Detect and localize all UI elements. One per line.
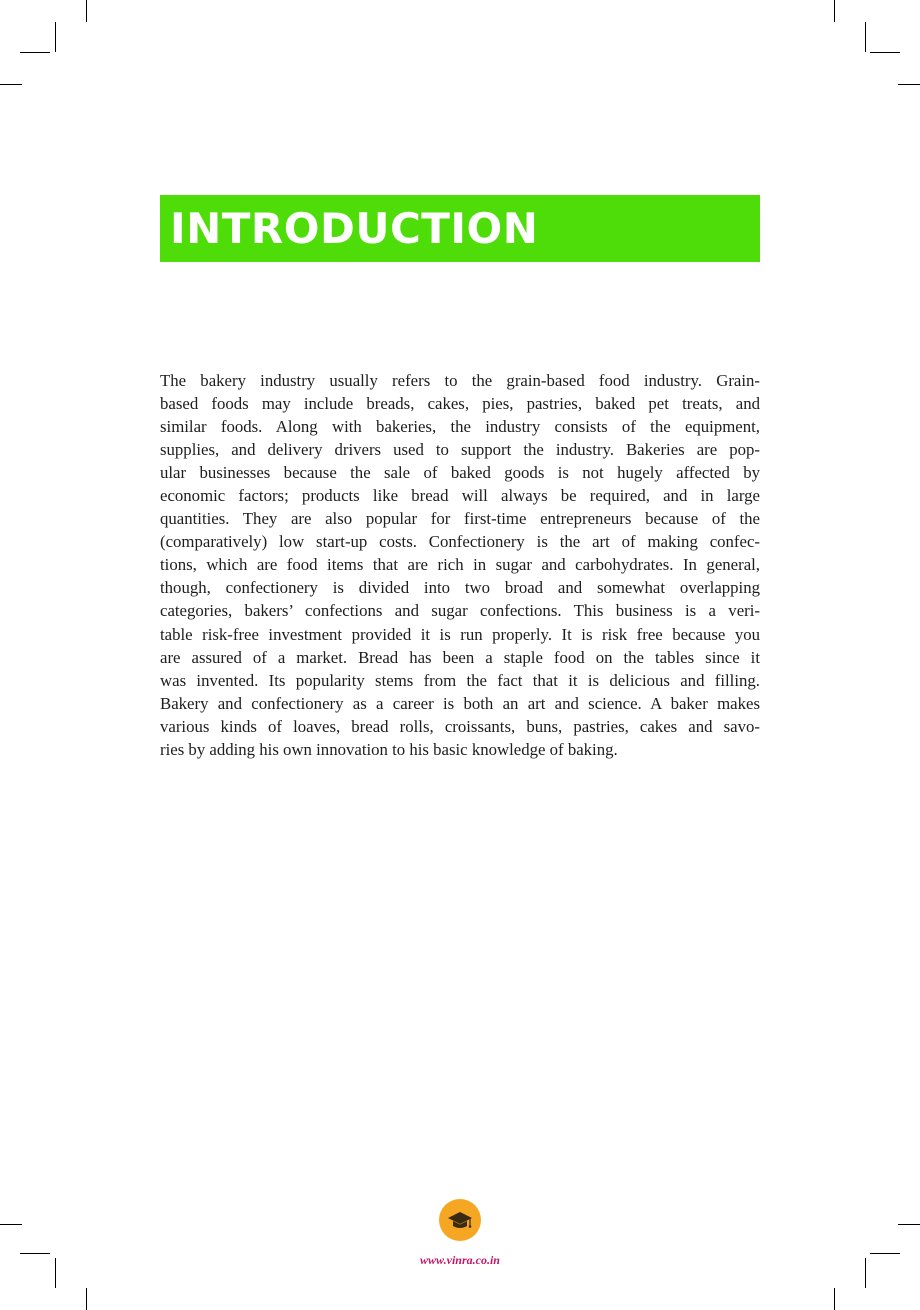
paragraph-line: table risk-free investment provided it is run properly. It is risk free because you — [160, 624, 760, 644]
paragraph-line: tions, which are food items that are rich in sugar and carbohydrates. In general, — [160, 555, 760, 575]
crop-mark — [834, 0, 835, 22]
crop-mark — [0, 84, 22, 85]
paragraph-line: was invented. Its popularity stems from the fact that it is delicious and filling. — [160, 670, 760, 690]
paragraph-line: similar foods. Along with bakeries, the industry consists of the equipment, — [160, 417, 760, 437]
crop-mark — [0, 1224, 22, 1225]
website-url: www.vinra.co.in — [420, 1253, 500, 1267]
page-title: INTRODUCTION — [170, 204, 539, 253]
crop-mark — [86, 1288, 87, 1310]
paragraph-line: ular businesses because the sale of baked goods is not hugely affected by — [160, 463, 760, 483]
paragraph-line: ries by adding his own innovation to his basic knowledge of baking. — [160, 739, 618, 759]
crop-mark — [834, 1288, 835, 1310]
crop-mark — [898, 84, 920, 85]
paragraph-line: supplies, and delivery drivers used to support the industry. Bakeries are pop- — [160, 440, 760, 460]
intro-paragraph — [160, 369, 760, 761]
paragraph-line: though, confectionery is divided into two broad and somewhat overlapping — [160, 578, 760, 598]
paragraph-line: various kinds of loaves, bread rolls, croissants, buns, pastries, cakes and savo- — [160, 716, 760, 736]
paragraph-line: based foods may include breads, cakes, pies, pastries, baked pet treats, and — [160, 394, 760, 414]
crop-mark — [865, 22, 866, 52]
crop-mark — [20, 52, 50, 53]
title-banner — [160, 195, 760, 262]
paragraph-line: economic factors; products like bread will always be required, and in large — [160, 486, 760, 506]
crop-mark — [870, 52, 900, 53]
paragraph-line: categories, bakers’ confections and sugar confections. This business is a veri- — [160, 601, 760, 621]
paragraph-line: (comparatively) low start-up costs. Confectionery is the art of making confec- — [160, 532, 760, 552]
paragraph-line: Bakery and confectionery as a career is both an art and science. A baker makes — [160, 693, 760, 713]
logo-badge-graphic — [439, 1199, 481, 1241]
graduation-cap-icon — [439, 1199, 481, 1241]
paragraph-line: are assured of a market. Bread has been a staple food on the tables since it — [160, 647, 760, 667]
paragraph-line: The bakery industry usually refers to the grain-based food industry. Grain- — [160, 371, 760, 390]
paragraph-line: quantities. They are also popular for first-time entrepreneurs because of the — [160, 509, 760, 529]
crop-mark — [898, 1224, 920, 1225]
crop-mark — [55, 22, 56, 52]
crop-mark — [86, 0, 87, 22]
